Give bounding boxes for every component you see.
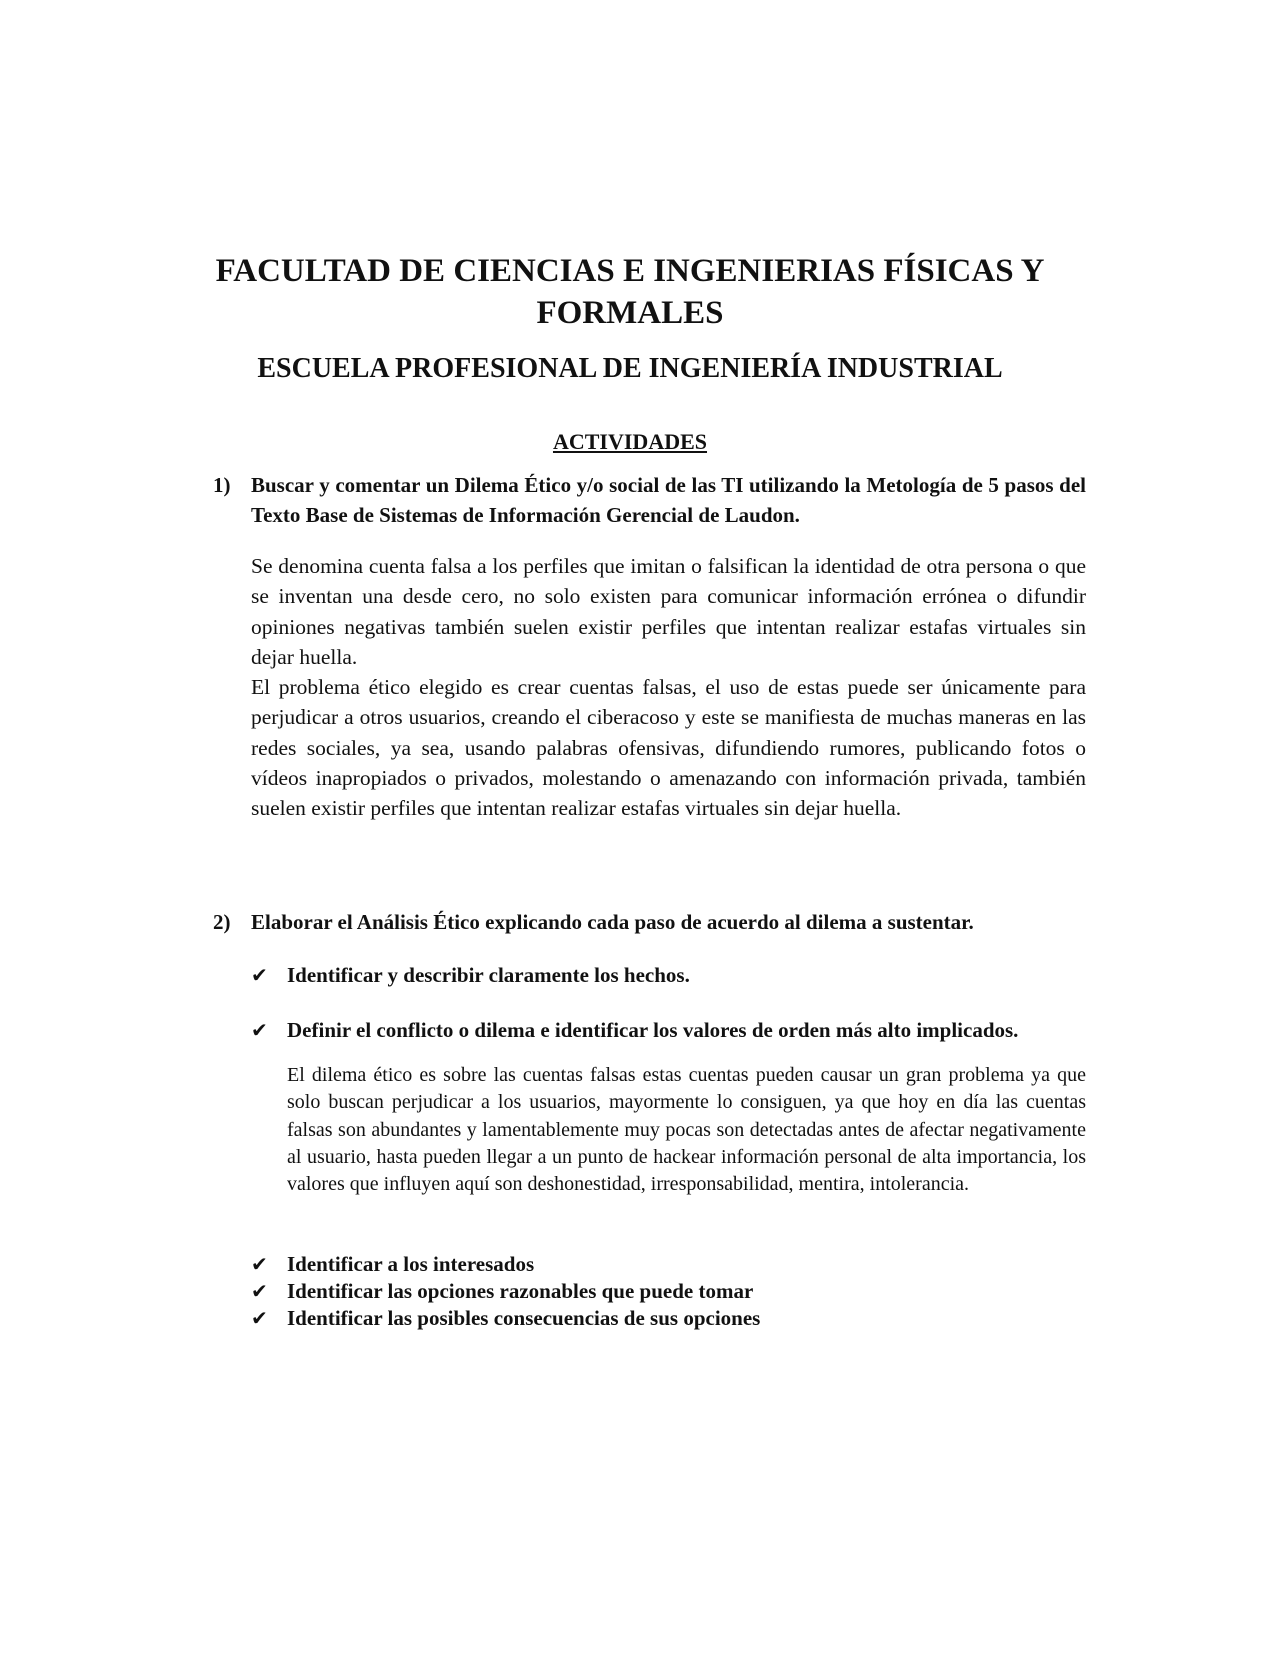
checkmark-icon: ✔: [251, 1306, 268, 1330]
activity-1-heading: Buscar y comentar un Dilema Ético y/o social de las TI utilizando la Metología de 5 pasos del Texto Base de Sistemas de Información Gerencial de Laudon.: [251, 473, 1086, 527]
step-item: [251, 1305, 1091, 1333]
dilemma-paragraph: El dilema ético es sobre las cuentas falsas estas cuentas pueden causar un gran problema ya que solo buscan perjudicar a los usuarios, mayormente lo consiguen, ya que hoy en día las cuentas falsas son abundantes y lamentablemente muy pocas son detectadas antes de afectar negativamente al usuario, hasta pueden llegar a un punto de hackear información personal de alta importancia, los valores que influyen aquí son deshonestidad, irresponsabilidad, mentira, intolerancia.: [287, 1064, 1086, 1196]
step-text: Identificar las opciones razonables que puede tomar: [287, 1279, 754, 1303]
step-text: Identificar y describir claramente los hechos.: [287, 963, 690, 987]
section-title: ACTIVIDADES: [552, 429, 708, 454]
step-item: [251, 1017, 1091, 1045]
activity-2-heading: Elaborar el Análisis Ético explicando cada paso de acuerdo al dilema a sustentar.: [251, 910, 974, 934]
ethical-problem-paragraph: El problema ético elegido es crear cuentas falsas, el uso de estas puede ser únicamente para perjudicar a otros usuarios, creando el ciberacoso y este se manifiesta de muchas maneras en las redes sociales, ya sea, usando palabras ofensivas, difundiendo rumores, publicando fotos o vídeos inapropiados o privados, molestando o amenazando con información privada, también suelen existir perfiles que intentan realizar estafas virtuales sin dejar huella.: [251, 675, 1086, 821]
step-text: Definir el conflicto o dilema e identificar los valores de orden más alto implicados.: [287, 1018, 1019, 1042]
activity-1: [213, 470, 1086, 530]
activity-2: [213, 907, 1086, 937]
step-item: [251, 962, 1091, 990]
step-item: [251, 1251, 1091, 1279]
school-title: ESCUELA PROFESIONAL DE INGENIERÍA INDUSTRIAL: [257, 353, 1003, 384]
checkmark-icon: ✔: [251, 1279, 268, 1303]
step-text: Identificar las posibles consecuencias de sus opciones: [287, 1306, 761, 1330]
step-item: [251, 1278, 1091, 1306]
activity-1-number: 1): [213, 473, 231, 497]
checkmark-icon: ✔: [251, 1018, 268, 1042]
faculty-title: FACULTAD DE CIENCIAS E INGENIERIAS FÍSICAS Y FORMALES: [215, 253, 1045, 331]
activity-2-number: 2): [213, 910, 231, 934]
step-text: Identificar a los interesados: [287, 1252, 535, 1276]
checkmark-icon: ✔: [251, 963, 268, 987]
fake-account-definition-paragraph: Se denomina cuenta falsa a los perfiles que imitan o falsifican la identidad de otra persona o que se inventan una desde cero, no solo existen para comunicar información errónea o difundir opiniones negativas también suelen existir perfiles que intentan realizar estafas virtuales sin dejar huella.: [251, 554, 1086, 669]
checkmark-icon: ✔: [251, 1252, 268, 1276]
